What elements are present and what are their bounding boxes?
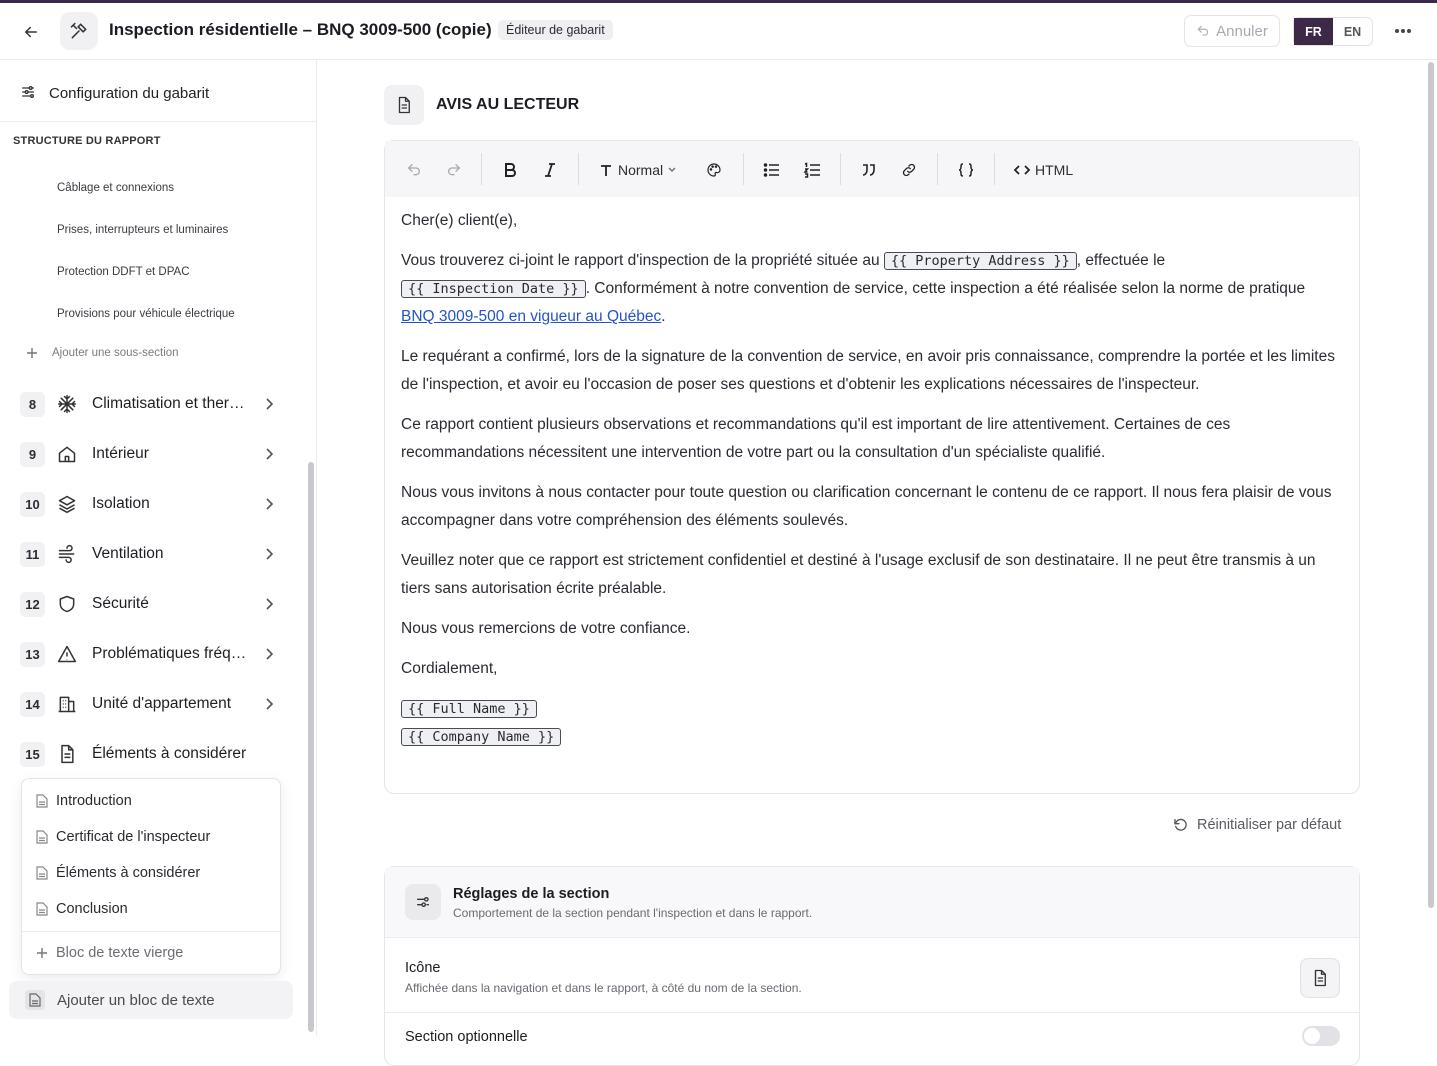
sliders-icon [405,884,441,920]
page-title: Inspection résidentielle – BNQ 3009-500 (copie) [109,20,492,39]
section-label: Ventilation [92,545,164,562]
paragraph-4: Nous vous invitons à nous contacter pour toute question ou clarification concernant le contenu de ce rapport. Il nous fera plaisir de vous accompagner dans votre compréhension des éléments soulevés. [401,484,1332,529]
section-number: 11 [20,542,45,567]
home-icon [56,443,78,465]
sidebar-section-14[interactable] [20,687,282,721]
optional-section-toggle[interactable] [1302,1026,1340,1046]
app-header [0,3,1437,60]
subsection-item[interactable]: Protection DDFT et DPAC [57,266,190,278]
section-label: Sécurité [92,595,149,612]
sidebar [0,60,317,1036]
lang-fr-button[interactable]: FR [1294,18,1333,45]
dropdown-item-label: Certificat de l'inspecteur [56,829,211,845]
section-number: 9 [20,442,45,467]
redo-tool-button[interactable] [443,159,465,181]
section-number: 15 [20,742,45,767]
editor-content[interactable] [401,207,1341,751]
toolbar-separator [994,153,995,185]
dropdown-item-label: Conclusion [56,901,128,917]
paragraph-6: Nous vous remercions de votre confiance. [401,620,691,637]
settings-subtitle: Comportement de la section pendant l'inspection et dans le rapport. [453,906,813,920]
rotate-ccw-icon [1173,817,1189,833]
reset-default-button[interactable] [1173,817,1341,833]
bullet-list-icon [764,163,780,177]
chevron-right-icon [264,647,274,661]
numbered-list-button[interactable] [801,159,823,181]
sidebar-scrollbar[interactable] [308,462,314,1032]
sidebar-section-11[interactable] [20,537,282,571]
section-number: 14 [20,692,45,717]
section-number: 8 [20,392,45,417]
color-button[interactable] [703,159,725,181]
add-text-block-button[interactable] [9,981,293,1019]
icon-setting-desc: Affichée dans la navigation et dans le rapport, à côté du nom de la section. [405,981,802,995]
sidebar-section-10[interactable] [20,487,282,521]
structure-label: STRUCTURE DU RAPPORT [13,135,161,147]
chevron-right-icon [264,497,274,511]
bold-icon [503,162,517,178]
sidebar-section-13[interactable] [20,637,282,671]
plus-icon [36,947,48,959]
blank-text-block-button[interactable] [36,945,183,961]
redo-icon [446,162,462,178]
snowflake-icon [56,393,78,415]
variable-full-name[interactable]: {{ Full Name }} [401,700,537,718]
undo-button[interactable] [1184,15,1280,47]
italic-button[interactable] [539,159,561,181]
bullet-list-button[interactable] [761,159,783,181]
text-type-icon [599,163,613,177]
link-icon [901,162,917,178]
variable-inspection-date[interactable]: {{ Inspection Date }} [401,280,586,298]
more-button[interactable] [1392,21,1414,41]
section-number: 10 [20,492,45,517]
more-horizontal-icon [1394,28,1412,34]
arrow-left-icon [22,23,40,41]
undo-icon [1196,24,1210,38]
html-button[interactable] [1014,159,1073,181]
shield-icon [56,593,78,615]
text: . [661,308,666,325]
sidebar-section-8[interactable] [20,387,282,421]
toolbar-separator [481,153,482,185]
undo-label: Annuler [1216,22,1268,40]
wind-icon [56,543,78,565]
text: Vous trouverez ci-joint le rapport d'inspection de la propriété située au [401,252,884,269]
reset-default-label: Réinitialiser par défaut [1197,817,1342,833]
add-block-dropdown [21,778,281,975]
section-number: 12 [20,592,45,617]
undo-icon [406,162,422,178]
bnq-link[interactable]: BNQ 3009-500 en vigueur au Québec [401,308,662,325]
main-scrollbar[interactable] [1428,62,1434,908]
closing: Cordialement, [401,660,498,677]
icon-setting-row [385,938,1359,1013]
main-panel [318,60,1437,1045]
sliders-icon [20,84,36,100]
file-icon [36,866,48,880]
add-subsection-button[interactable] [26,347,179,359]
variable-button[interactable] [955,159,977,181]
tools-icon [69,21,89,41]
section-header [384,85,579,125]
layers-icon [56,493,78,515]
greeting: Cher(e) client(e), [401,212,518,229]
file-icon [36,902,48,916]
html-button-label: HTML [1035,162,1074,178]
section-label: Intérieur [92,445,149,462]
dropdown-divider [22,931,280,932]
variable-property-address[interactable]: {{ Property Address }} [884,252,1077,270]
subsection-item[interactable]: Câblage et connexions [57,182,174,194]
icon-setting-label: Icône [405,960,441,976]
paragraph-5: Veuillez noter que ce rapport est strictement confidentiel et destiné à l'usage exclusif de son destinataire. Il ne peut être transmis à un tiers sans autorisation écrite préalable. [401,552,1316,597]
dropdown-item-elements[interactable] [36,865,200,881]
sidebar-section-15[interactable] [20,737,282,771]
chevron-right-icon [264,597,274,611]
dropdown-item-certificate[interactable] [36,829,210,845]
plus-icon [26,347,38,359]
text-format-select[interactable] [599,159,676,181]
undo-tool-button[interactable] [403,159,425,181]
braces-icon [958,162,974,178]
blank-text-block-label: Bloc de texte vierge [56,945,184,961]
paragraph-3: Ce rapport contient plusieurs observations et recommandations qu'il est important de lire attentivement. Certaines de ces recommandations nécessitent une intervention de votre part ou la consultation d'un spécialiste qualifié. [401,416,1231,461]
rich-text-editor [384,140,1360,794]
optional-section-label: Section optionnelle [405,1029,528,1045]
template-icon-box [60,12,98,50]
section-settings-panel [384,866,1360,1066]
file-icon [36,830,48,844]
section-label: Isolation [92,495,150,512]
dropdown-item-label: Éléments à considérer [56,865,201,881]
toolbar-separator [937,153,938,185]
sidebar-header-label: Configuration du gabarit [49,85,210,102]
section-title: AVIS AU LECTEUR [436,96,580,113]
icon-picker-button[interactable] [1300,958,1340,998]
chevron-right-icon [264,447,274,461]
editor-toolbar [385,141,1359,197]
settings-header [385,867,1359,938]
editor-badge: Éditeur de gabarit [498,20,613,40]
building-icon [56,693,78,715]
paragraph-2: Le requérant a confirmé, lors de la signature de la convention de service, en avoir pris connaissance, comprendre la portée et les limites de l'inspection, et avoir eu l'occasion de poser ses questions et d'obtenir les explications nécessaires de l'inspecteur. [401,348,1335,393]
file-icon [36,794,48,808]
sidebar-section-9[interactable] [20,437,282,471]
quote-icon [861,163,877,177]
variable-company-name[interactable]: {{ Company Name }} [401,728,561,746]
dropdown-item-introduction[interactable] [36,793,132,809]
text: , effectuée le [1076,252,1166,269]
section-number: 13 [20,642,45,667]
toolbar-separator [578,153,579,185]
settings-title: Réglages de la section [453,886,610,902]
lang-en-button[interactable]: EN [1343,24,1362,39]
numbered-list-icon [804,163,820,177]
sidebar-section-12[interactable] [20,587,282,621]
subsection-item[interactable]: Prises, interrupteurs et luminaires [57,224,229,236]
link-button[interactable] [898,159,920,181]
add-subsection-label: Ajouter une sous-section [52,347,179,359]
chevron-right-icon [264,397,274,411]
dropdown-item-conclusion[interactable] [36,901,128,917]
section-label: Problématiques fréq… [92,645,247,662]
chevron-right-icon [264,697,274,711]
add-text-block-label: Ajouter un bloc de texte [57,991,215,1009]
text-format-value: Normal [618,162,664,178]
section-label: Éléments à considérer [92,745,247,762]
bold-button[interactable] [499,159,521,181]
chevron-right-icon [264,547,274,561]
toolbar-separator [743,153,744,185]
italic-icon [543,162,557,178]
language-switch [1293,17,1373,46]
code-icon [1014,163,1030,177]
file-icon [25,990,45,1010]
signature-block [401,695,1341,751]
warning-icon [56,643,78,665]
document-icon [1311,969,1329,987]
document-icon [384,85,424,125]
paragraph-1 [401,247,1341,331]
toolbar-separator [840,153,841,185]
chevron-down-icon [668,167,676,173]
sidebar-header[interactable] [0,60,316,122]
section-label: Unité d'appartement [92,695,232,712]
subsection-item[interactable]: Provisions pour véhicule électrique [57,308,235,320]
dropdown-item-label: Introduction [56,793,132,809]
document-icon [56,743,78,765]
back-button[interactable] [18,19,44,45]
text: . Conformément à notre convention de service, cette inspection a été réalisée selon la norme de pratique [585,280,1306,297]
quote-button[interactable] [858,159,880,181]
palette-icon [706,162,722,178]
section-label: Climatisation et ther… [92,395,245,412]
